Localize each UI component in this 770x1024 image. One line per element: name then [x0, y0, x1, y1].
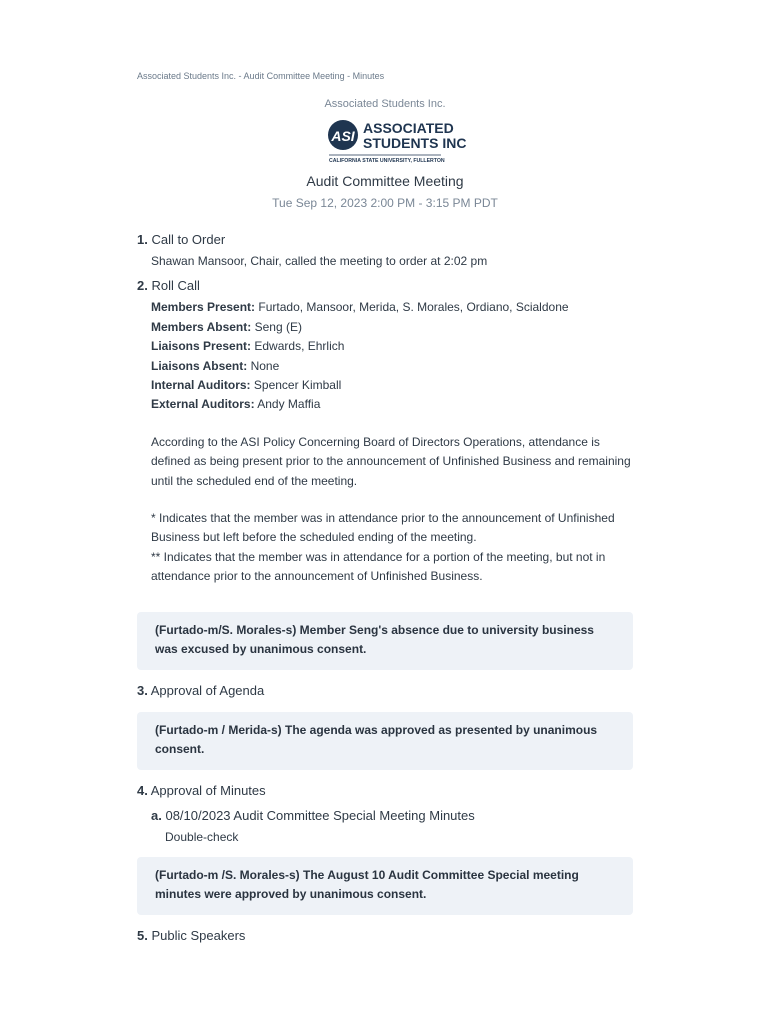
internal-auditors-row — [151, 376, 633, 395]
asi-logo — [327, 118, 467, 166]
meeting-date: Tue Sep 12, 2023 2:00 PM - 3:15 PM PDT — [272, 196, 498, 210]
agenda-item-approval-of-minutes — [137, 782, 633, 800]
agenda-item-call-to-order — [137, 231, 633, 249]
row-label: Internal Auditors: — [151, 378, 251, 393]
agenda-item-roll-call — [137, 277, 633, 295]
row-value: None — [250, 358, 280, 373]
item-number: 3. — [137, 682, 148, 698]
item-title: Public Speakers — [151, 927, 246, 943]
row-label: Members Present: — [151, 300, 256, 315]
members-absent-row — [151, 318, 633, 337]
row-value: Spencer Kimball — [253, 378, 342, 393]
sub-item-title: 08/10/2023 Audit Committee Special Meeting Minutes — [165, 807, 475, 823]
item-title: Approval of Minutes — [150, 782, 266, 798]
row-value: Edwards, Ehrlich — [254, 339, 345, 354]
item-number: 5. — [137, 927, 148, 943]
attendance-note-2: ** Indicates that the member was in attendance for a portion of the meeting, but not in attendance prior to the announcement of Unfinished Business. — [151, 549, 606, 584]
item-title: Roll Call — [151, 278, 200, 294]
item-number: 4. — [137, 782, 148, 798]
agenda-item-public-speakers — [137, 927, 633, 945]
sub-item-minutes — [151, 807, 633, 825]
logo-line3: CALIFORNIA STATE UNIVERSITY, FULLERTON — [329, 158, 445, 164]
motion-box: (Furtado-m /S. Morales-s) The August 10 Audit Committee Special meeting minutes were approved by unanimous consent. — [137, 857, 633, 915]
roll-call-list — [151, 298, 633, 586]
row-value: Furtado, Mansoor, Merida, S. Morales, Ordiano, Scialdone — [258, 300, 569, 315]
logo-line1: ASSOCIATED — [363, 120, 454, 136]
row-label: External Auditors: — [151, 397, 255, 412]
call-to-order-text: Shawan Mansoor, Chair, called the meeting to order at 2:02 pm — [151, 254, 488, 268]
item-number: 1. — [137, 232, 148, 247]
external-auditors-row — [151, 395, 633, 414]
item-title: Call to Order — [151, 232, 226, 247]
meeting-title: Audit Committee Meeting — [306, 173, 464, 189]
liaisons-absent-row — [151, 357, 633, 376]
row-value: Andy Maffia — [257, 397, 321, 412]
liaisons-present-row — [151, 337, 633, 356]
organization-name: Associated Students Inc. — [324, 98, 446, 110]
attendance-policy-text: According to the ASI Policy Concerning Board of Directors Operations, attendance is defined as being present prior to the announcement of Unfinished Business and remaining until the scheduled end of the meeting. — [151, 434, 631, 488]
row-value: Seng (E) — [254, 319, 302, 334]
motion-box: (Furtado-m / Merida-s) The agenda was approved as presented by unanimous consent. — [137, 712, 633, 770]
agenda-item-approval-of-agenda — [137, 682, 633, 700]
item-title: Approval of Agenda — [150, 682, 265, 698]
sub-item-number: a. — [151, 807, 162, 823]
attendance-note-1: * Indicates that the member was in attendance prior to the announcement of Unfinished Business but left before the scheduled ending of the meeting. — [151, 511, 615, 545]
sub-item-note: Double-check — [165, 829, 239, 844]
logo-line2: STUDENTS INC — [363, 135, 467, 151]
members-present-row — [151, 298, 633, 317]
item-number: 2. — [137, 278, 148, 294]
row-label: Liaisons Absent: — [151, 358, 248, 373]
agenda-content — [137, 231, 633, 945]
logo-mark-text: ASI — [331, 128, 355, 144]
row-label: Members Absent: — [151, 319, 252, 334]
document-breadcrumb: Associated Students Inc. - Audit Committee Meeting - Minutes — [137, 71, 385, 81]
motion-box: (Furtado-m/S. Morales-s) Member Seng's absence due to university business was excused by unanimous consent. — [137, 612, 633, 670]
row-label: Liaisons Present: — [151, 339, 252, 354]
